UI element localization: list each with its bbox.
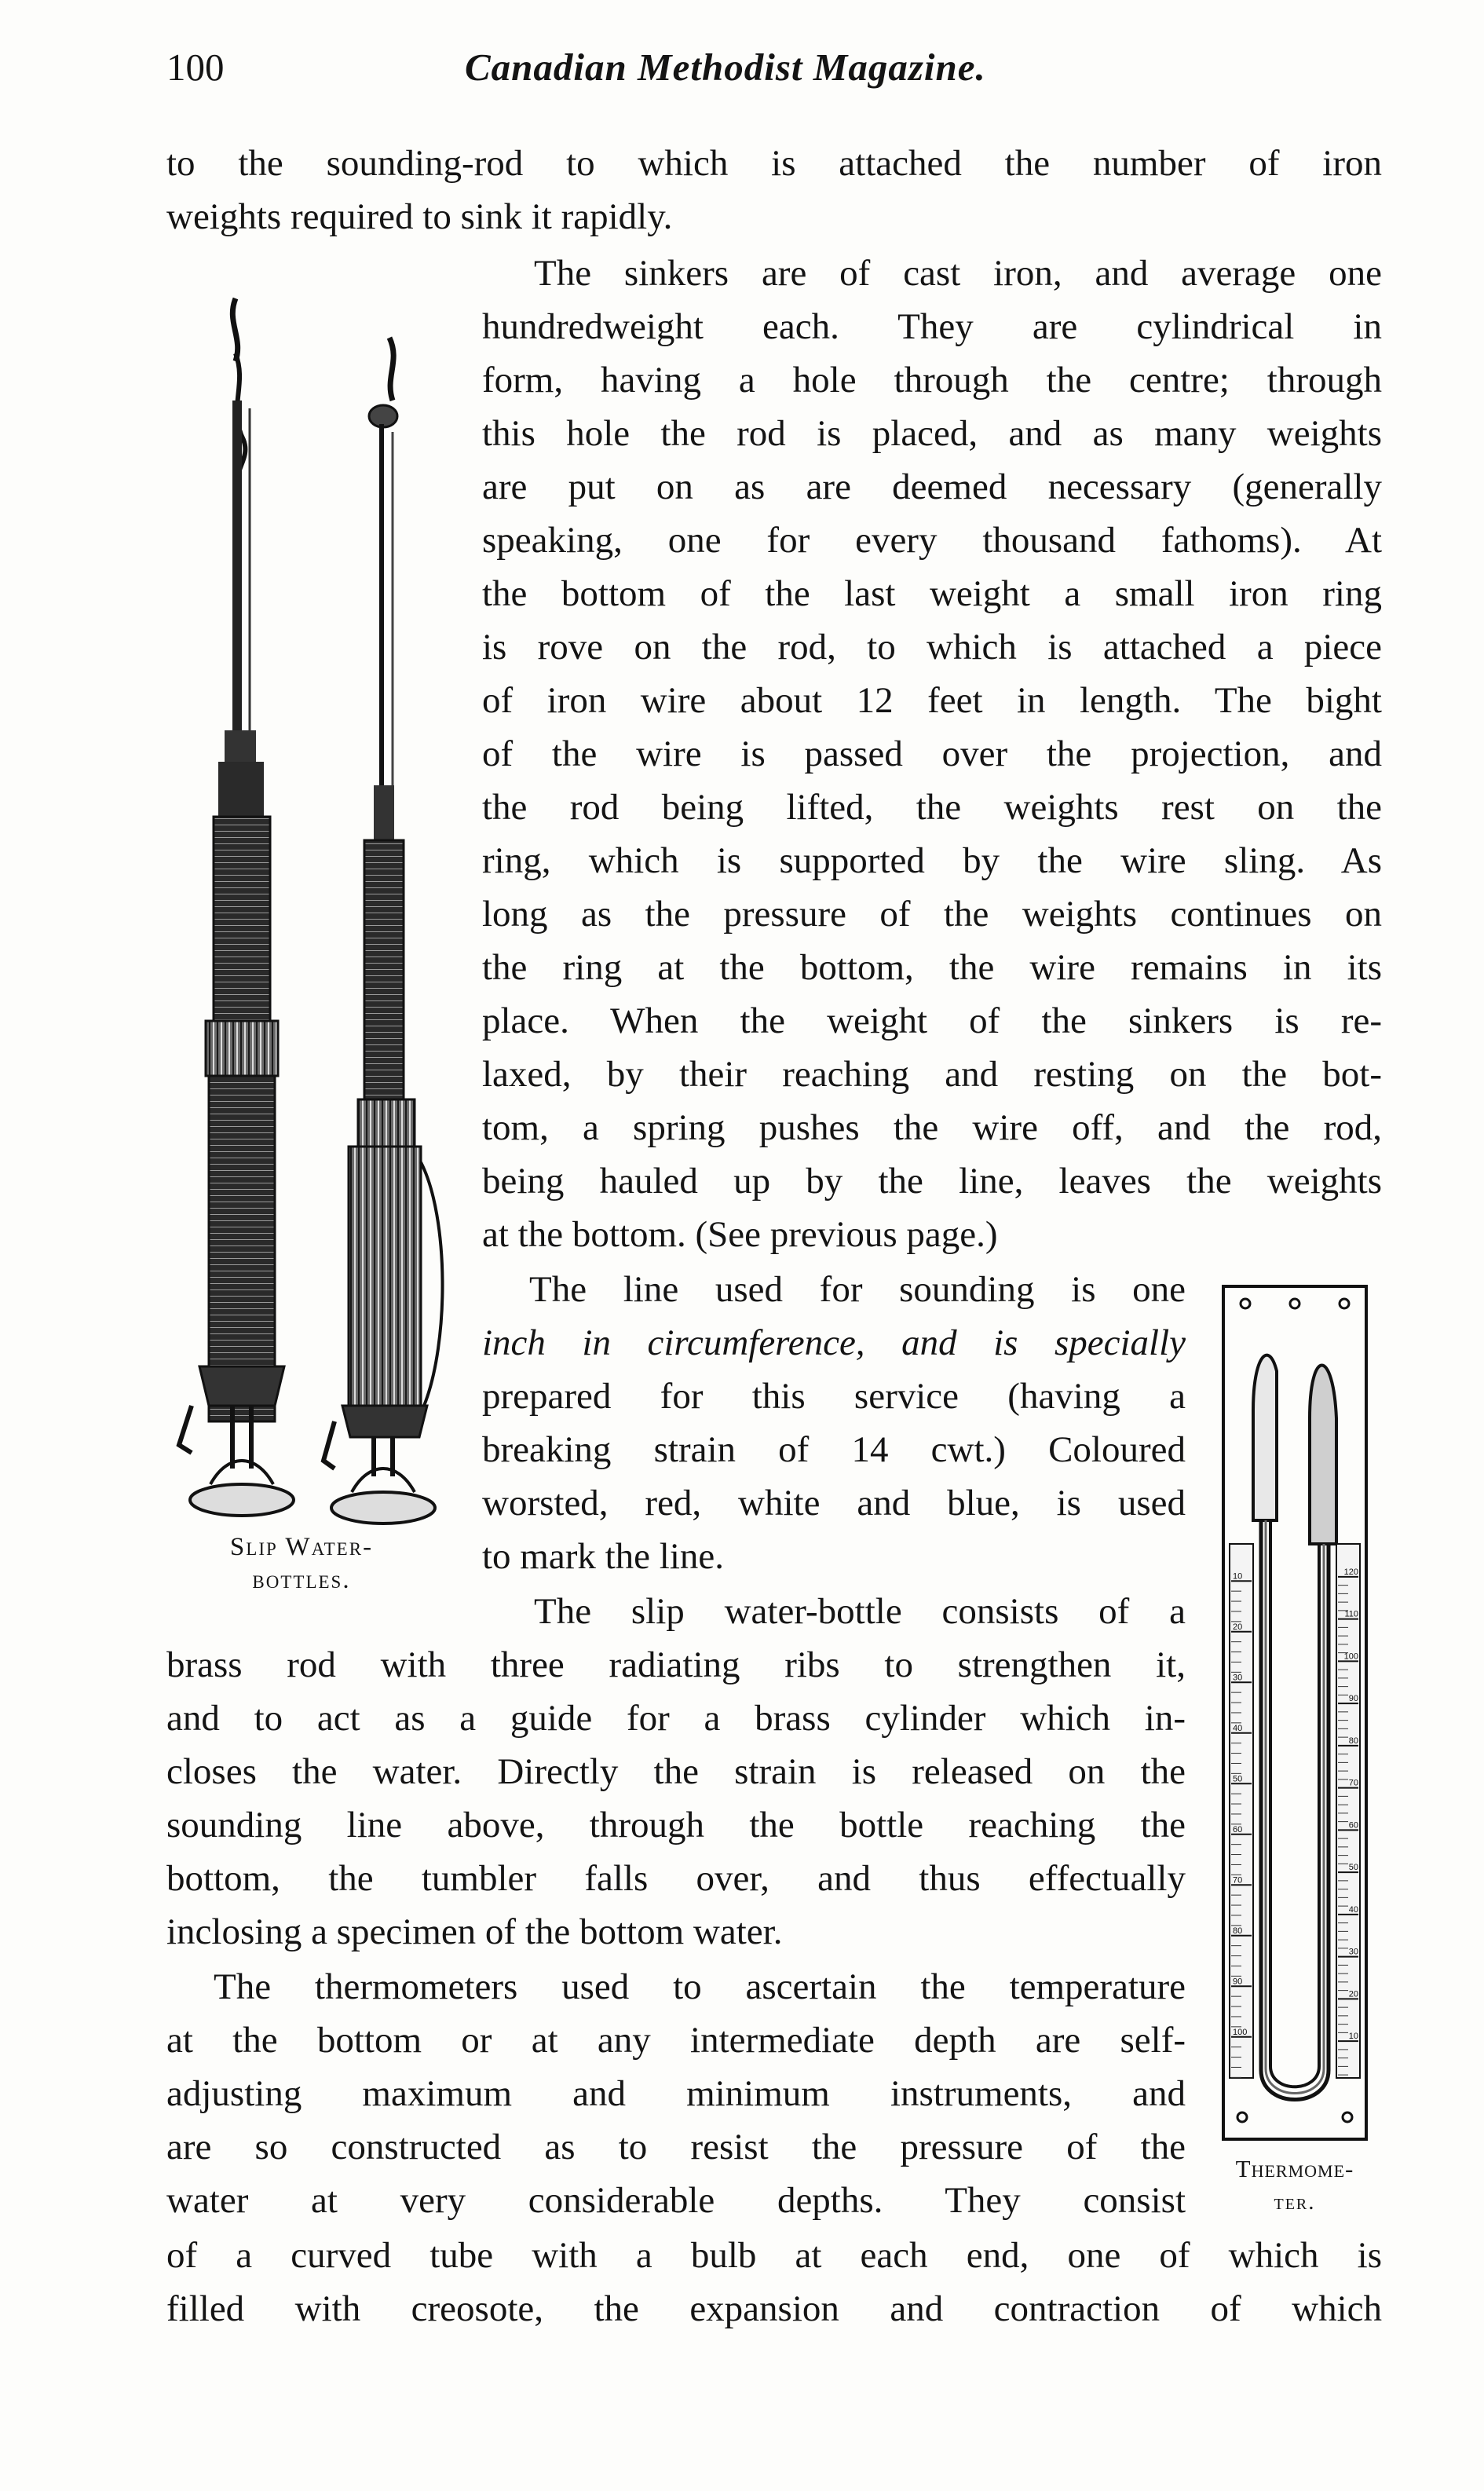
text-line: tom, a spring pushes the wire off, and the rod, <box>482 1107 1382 1148</box>
text-line: the bottom of the last weight a small iron ring <box>482 573 1382 614</box>
scale-label: 100 <box>1233 2027 1248 2037</box>
text-line: being hauled up by the line, leaves the weights <box>482 1161 1382 1202</box>
text-line: are so constructed as to resist the pressure of the <box>166 2127 1186 2167</box>
scale-label: 120 <box>1343 1567 1358 1577</box>
text-line: ring, which is supported by the wire sling. As <box>482 840 1382 881</box>
scale-label: 30 <box>1233 1673 1243 1683</box>
scale-label: 10 <box>1348 2032 1358 2042</box>
text-line: worsted, red, white and blue, is used <box>482 1483 1186 1523</box>
scale-label: 100 <box>1343 1652 1358 1662</box>
text-line: laxed, by their reaching and resting on the bot- <box>482 1054 1382 1095</box>
text-line: weights required to sink it rapidly. <box>166 196 673 237</box>
text-line: to the sounding-rod to which is attached the number of iron <box>166 143 1382 184</box>
text-line: The line used for sounding is one <box>529 1269 1186 1310</box>
scale-label: 20 <box>1348 1989 1358 1999</box>
scale-label: 20 <box>1233 1622 1243 1632</box>
text-line: long as the pressure of the weights continues on <box>482 894 1382 935</box>
text-line: closes the water. Directly the strain is released on the <box>166 1751 1186 1792</box>
thermometer-caption-line-1: Thermome- <box>1235 2155 1354 2182</box>
text-line: bottom, the tumbler falls over, and thus effectually <box>166 1858 1186 1899</box>
text-line <box>482 1319 1186 1366</box>
thermometer-caption-line-2: ter. <box>1274 2189 1316 2215</box>
thermometer-illustration <box>1222 1285 1368 2141</box>
scale-label: 50 <box>1233 1774 1243 1784</box>
text-line: and to act as a guide for a brass cylinder which in- <box>166 1698 1186 1739</box>
text-line: hundredweight each. They are cylindrical in <box>482 306 1382 347</box>
scale-label: 40 <box>1233 1723 1243 1733</box>
scale-label: 60 <box>1233 1824 1243 1834</box>
page-number: 100 <box>166 46 225 89</box>
text-line: of a curved tube with a bulb at each end, one of which is <box>166 2235 1382 2276</box>
text-line: brass rod with three radiating ribs to strengthen it, <box>166 1644 1186 1685</box>
text-line: of the wire is passed over the projection, and <box>482 733 1382 774</box>
text-line: to mark the line. <box>482 1536 725 1577</box>
scale-label: 90 <box>1348 1694 1358 1704</box>
text-line: filled with creosote, the expansion and contraction of which <box>166 2288 1382 2329</box>
text-line: breaking strain of 14 cwt.) Coloured <box>482 1429 1186 1470</box>
scale-label: 110 <box>1344 1609 1358 1619</box>
text-line: water at very considerable depths. They consist <box>166 2180 1186 2221</box>
water-bottles-caption-line-2: bottles. <box>252 1566 351 1594</box>
text-line: of iron wire about 12 feet in length. The bight <box>482 680 1382 721</box>
scale-label: 90 <box>1233 1977 1243 1987</box>
text-line: form, having a hole through the centre; through <box>482 360 1382 401</box>
text-line: The thermometers used to ascertain the temperature <box>214 1966 1186 2007</box>
text-line: speaking, one for every thousand fathoms). At <box>482 520 1382 561</box>
italic-phrase-rest: and is specially <box>864 1322 1186 1363</box>
scale-label: 30 <box>1348 1947 1358 1957</box>
left-water-bottle <box>179 298 294 1516</box>
text-line: this hole the rod is placed, and as many weights <box>482 413 1382 454</box>
text-line: place. When the weight of the sinkers is re- <box>482 1000 1382 1041</box>
scale-label: 70 <box>1348 1778 1358 1788</box>
scale-label: 80 <box>1348 1736 1358 1746</box>
scale-label: 80 <box>1233 1926 1243 1936</box>
slip-water-bottles-illustration <box>157 291 455 1531</box>
text-line: are put on as are deemed necessary (generally <box>482 466 1382 507</box>
text-line: the ring at the bottom, the wire remains in its <box>482 947 1382 988</box>
text-line: prepared for this service (having a <box>482 1376 1186 1417</box>
text-line: is rove on the rod, to which is attached a piece <box>482 627 1382 668</box>
text-line: The sinkers are of cast iron, and average one <box>534 253 1382 294</box>
scale-label: 60 <box>1348 1820 1358 1831</box>
scale-label: 10 <box>1233 1571 1243 1582</box>
text-line: The slip water-bottle consists of a <box>534 1591 1186 1632</box>
text-line: at the bottom or at any intermediate depth are self- <box>166 2020 1186 2061</box>
text-line: sounding line above, through the bottle reaching the <box>166 1805 1186 1845</box>
text-line: inclosing a specimen of the bottom water. <box>166 1911 783 1952</box>
running-title: Canadian Methodist Magazine. <box>465 46 986 89</box>
scale-label: 50 <box>1348 1863 1358 1873</box>
text-line: at the bottom. (See previous page.) <box>482 1214 998 1255</box>
water-bottles-caption-line-1: Slip Water- <box>229 1533 374 1561</box>
scale-label: 70 <box>1233 1875 1243 1886</box>
text-line: the rod being lifted, the weights rest on the <box>482 787 1382 828</box>
text-line: adjusting maximum and minimum instruments, and <box>166 2073 1186 2114</box>
italic-phrase: inch in circumference, <box>482 1322 865 1363</box>
right-water-bottle <box>323 338 443 1523</box>
scale-label: 40 <box>1348 1904 1358 1915</box>
